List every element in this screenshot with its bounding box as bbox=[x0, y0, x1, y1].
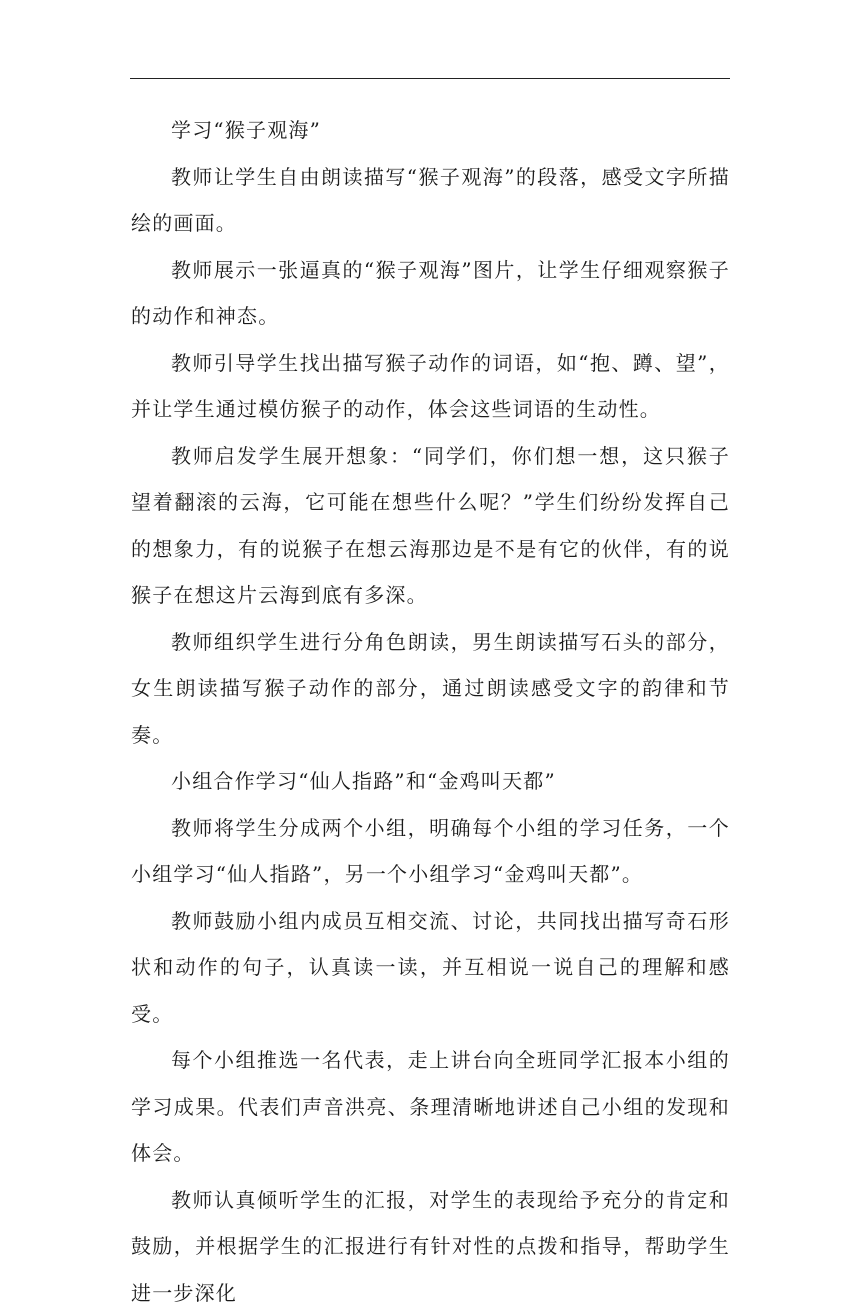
paragraph: 每个小组推选一名代表，走上讲台向全班同学汇报本小组的学习成果。代表们声音洪亮、条理清晰地讲述自己小组的发现和体会。 bbox=[131, 1037, 730, 1177]
paragraph: 教师组织学生进行分角色朗读，男生朗读描写石头的部分，女生朗读描写猴子动作的部分，通过朗读感受文字的韵律和节奏。 bbox=[131, 619, 730, 759]
paragraph: 教师启发学生展开想象：“同学们，你们想一想，这只猴子望着翻滚的云海，它可能在想些什么呢？”学生们纷纷发挥自己的想象力，有的说猴子在想云海那边是不是有它的伙伴，有的说猴子在想这片云海到底有多深。 bbox=[131, 433, 730, 619]
section-heading-monkey: 学习“猴子观海” bbox=[131, 107, 730, 154]
paragraph: 教师将学生分成两个小组，明确每个小组的学习任务，一个小组学习“仙人指路”，另一个小组学习“金鸡叫天都”。 bbox=[131, 805, 730, 898]
paragraph: 教师认真倾听学生的汇报，对学生的表现给予充分的肯定和鼓励，并根据学生的汇报进行有针对性的点拨和指导，帮助学生进一步深化 bbox=[131, 1177, 730, 1316]
paragraph: 教师鼓励小组内成员互相交流、讨论，共同找出描写奇石形状和动作的句子，认真读一读，并互相说一说自己的理解和感受。 bbox=[131, 898, 730, 1038]
section-heading-group: 小组合作学习“仙人指路”和“金鸡叫天都” bbox=[131, 758, 730, 805]
paragraph: 教师展示一张逼真的“猴子观海”图片，让学生仔细观察猴子的动作和神态。 bbox=[131, 247, 730, 340]
header-rule bbox=[130, 78, 730, 79]
paragraph: 教师让学生自由朗读描写“猴子观海”的段落，感受文字所描绘的画面。 bbox=[131, 154, 730, 247]
paragraph: 教师引导学生找出描写猴子动作的词语，如“抱、蹲、望”，并让学生通过模仿猴子的动作，体会这些词语的生动性。 bbox=[131, 340, 730, 433]
document-body bbox=[131, 107, 730, 1316]
